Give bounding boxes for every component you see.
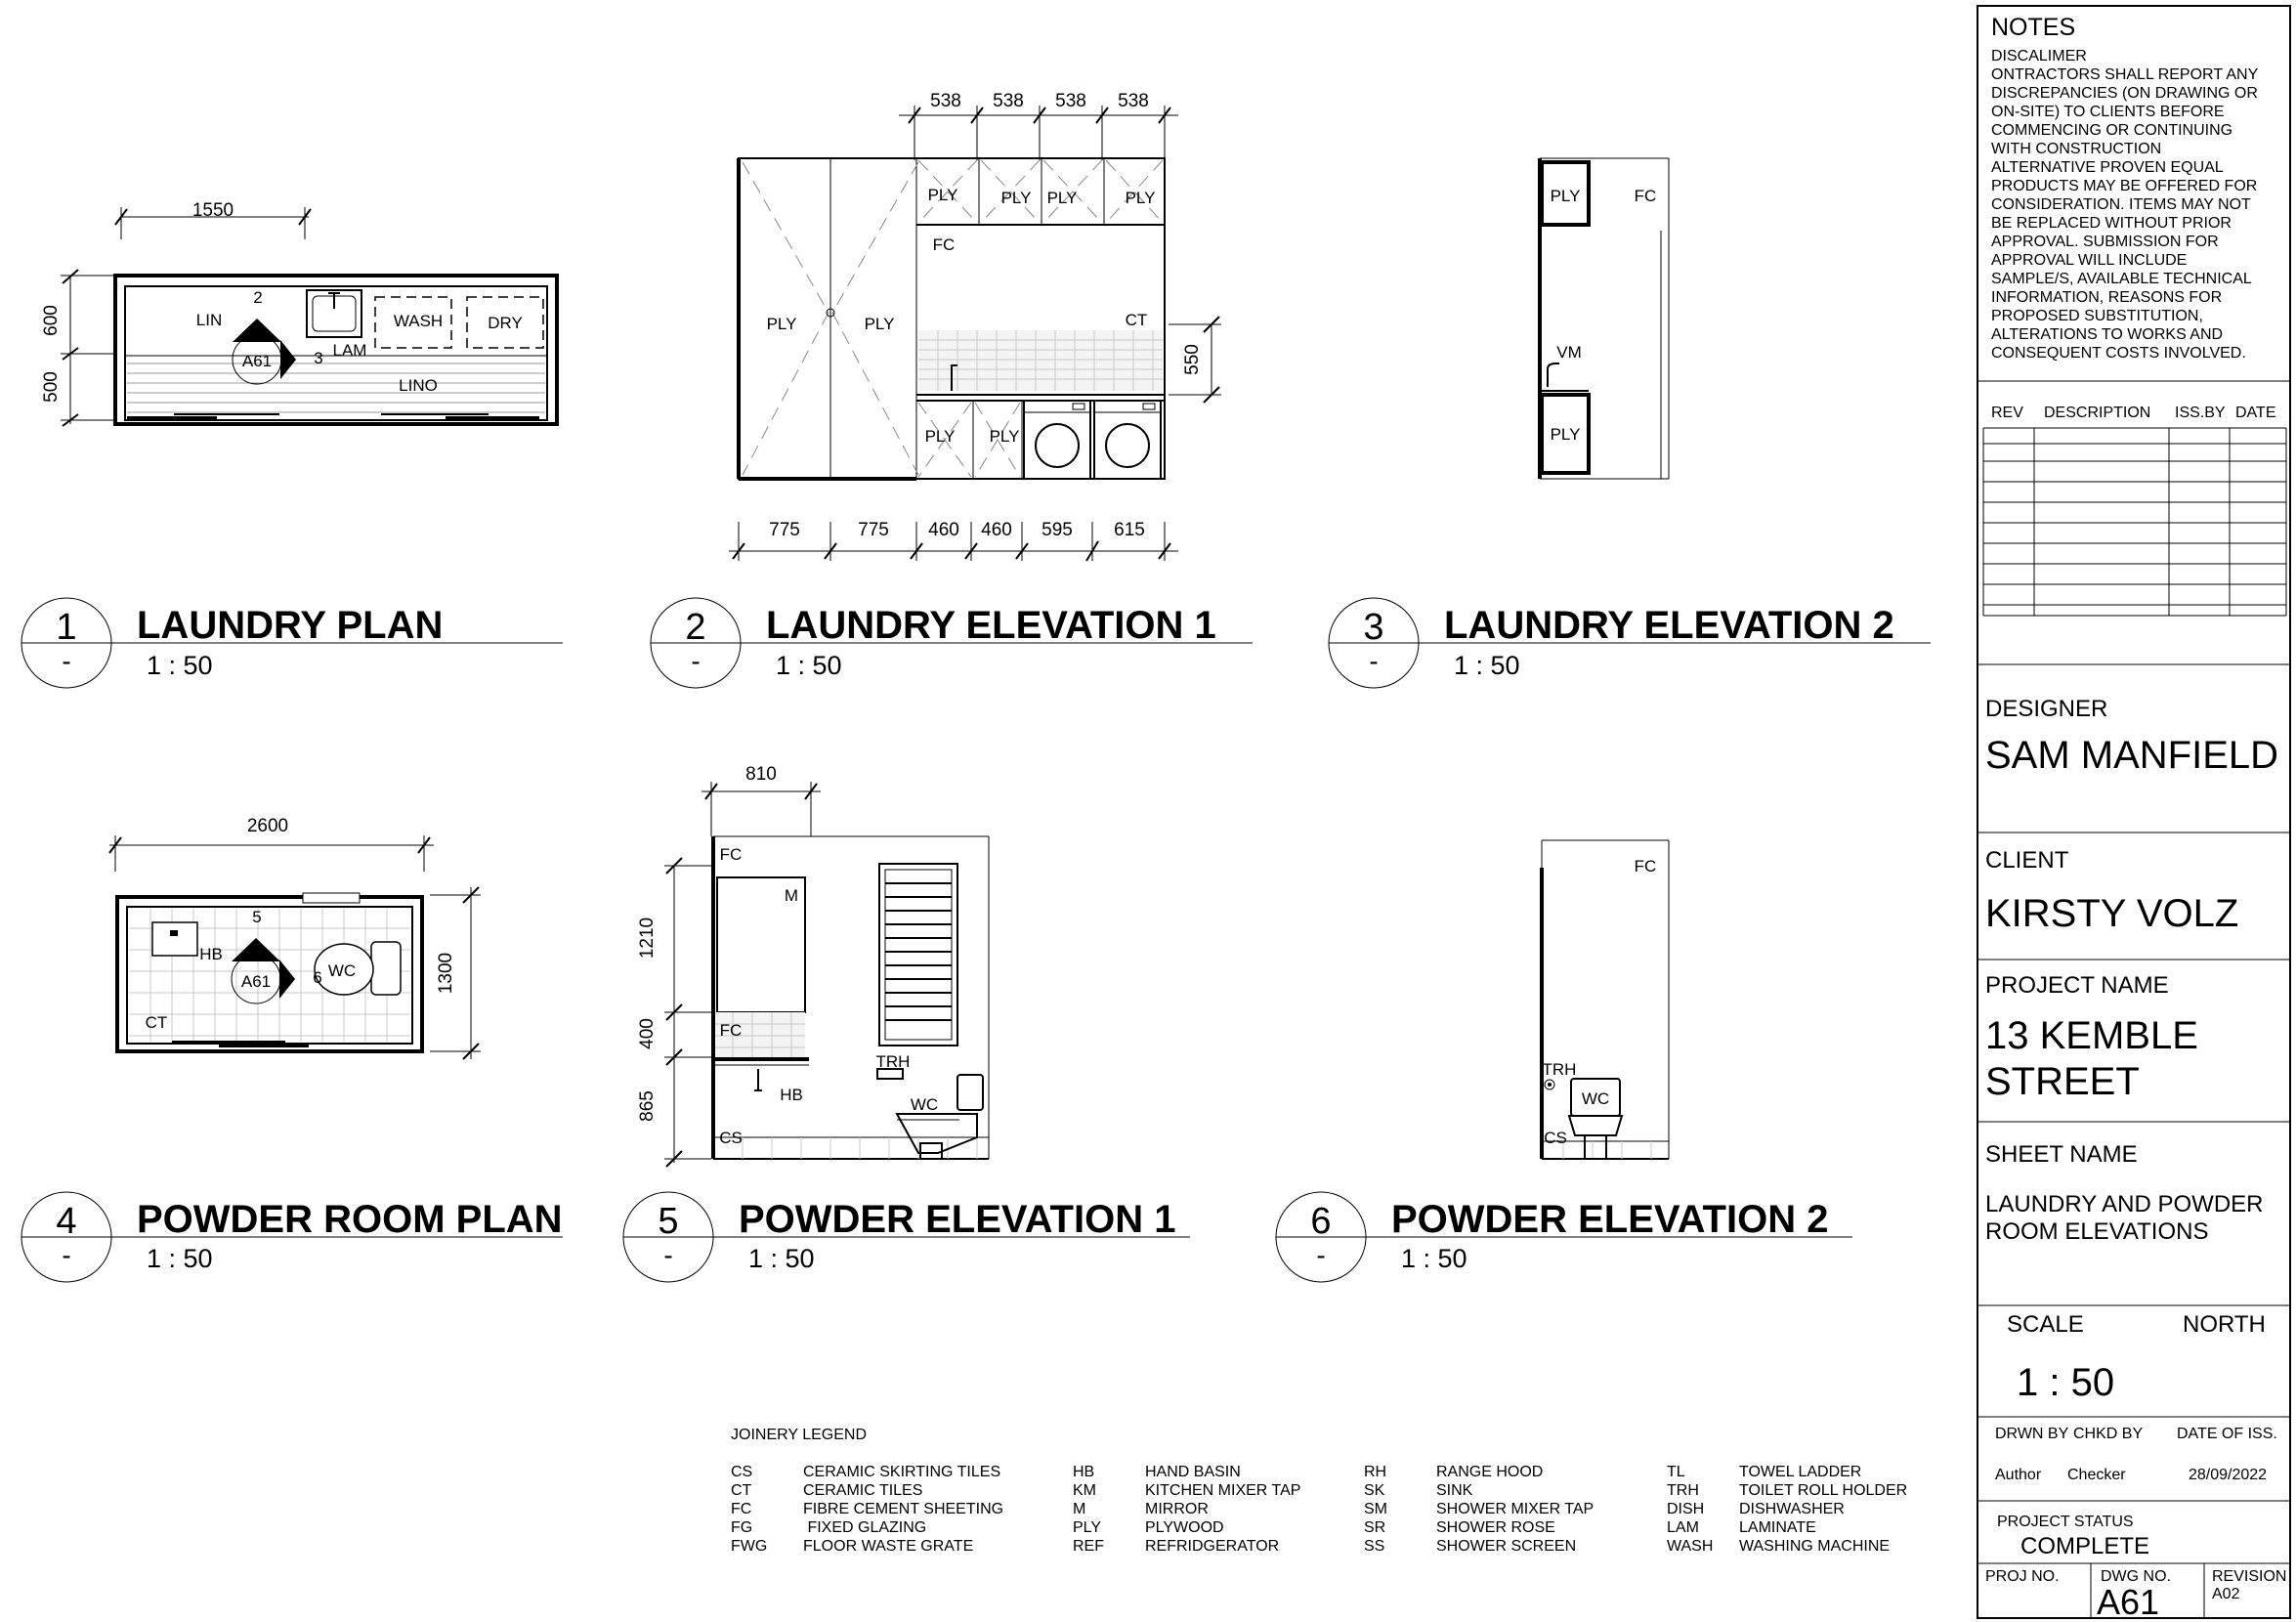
laundry-elevation-2-drawing [1540, 158, 1669, 479]
rev-header: ISS.BY [2175, 405, 2226, 421]
sheet-name-line-2: ROOM ELEVATIONS [1985, 1218, 2209, 1245]
view-scale: 1 : 50 [776, 651, 842, 680]
label-ct: CT [145, 1013, 168, 1032]
dim-bottom-5: 595 [1042, 520, 1073, 540]
view-sheet-ref: - [691, 646, 701, 676]
view-number: 3 [1363, 607, 1384, 648]
dim-bottom-3: 460 [928, 520, 959, 540]
dim-laundry-depth-500: 500 [41, 371, 62, 403]
label-cs: CS [1544, 1129, 1567, 1147]
dim-powder-side-1: 1210 [637, 917, 658, 960]
legend-desc: FIBRE CEMENT SHEETING [803, 1501, 1004, 1517]
label-fc-splash: FC [719, 1021, 743, 1040]
drawn-by-value: Author [1995, 1467, 2042, 1483]
marker-n-right: 6 [313, 968, 322, 987]
legend-desc: DISHWASHER [1739, 1501, 1845, 1517]
project-status-label: PROJECT STATUS [1997, 1514, 2134, 1530]
legend-code: REF [1073, 1538, 1104, 1555]
notes-line: ONTRACTORS SHALL REPORT ANY [1991, 66, 2259, 83]
view-number: 6 [1310, 1201, 1332, 1242]
legend-desc: LAMINATE [1739, 1519, 1816, 1536]
view-title: LAUNDRY PLAN [137, 604, 444, 647]
notes-line: CONSIDERATION. ITEMS MAY NOT [1991, 196, 2251, 213]
legend-code: SK [1364, 1482, 1385, 1499]
project-label: PROJECT NAME [1985, 972, 2169, 999]
legend-code: TL [1667, 1464, 1685, 1480]
view-number: 2 [685, 607, 706, 648]
dim-bottom-1: 775 [769, 520, 800, 540]
label-m: M [784, 886, 799, 905]
view-scale: 1 : 50 [1401, 1244, 1467, 1273]
label-ct: CT [1125, 311, 1148, 329]
checked-by-value: Checker [2067, 1467, 2126, 1483]
legend-code: FWG [731, 1538, 768, 1555]
view-number: 5 [658, 1201, 679, 1242]
notes-line: ALTERNATIVE PROVEN EQUAL [1991, 159, 2224, 176]
notes-line: ON-SITE) TO CLIENTS BEFORE [1991, 104, 2225, 120]
revision-label: REVISION [2212, 1568, 2287, 1585]
rev-header: DESCRIPTION [2044, 405, 2151, 421]
view-sheet-ref: - [1369, 646, 1379, 676]
dim-top-1: 538 [930, 91, 961, 111]
legend-desc: WASHING MACHINE [1739, 1538, 1891, 1555]
project-status-value: COMPLETE [2020, 1533, 2150, 1559]
client-name: KIRSTY VOLZ [1985, 892, 2239, 935]
proj-no-label: PROJ NO. [1985, 1568, 2060, 1585]
legend-desc: SHOWER SCREEN [1436, 1538, 1577, 1555]
view-title-1 [21, 598, 563, 688]
view-title: LAUNDRY ELEVATION 1 [766, 604, 1216, 647]
label-lin: LIN [195, 311, 223, 329]
legend-desc: TOWEL LADDER [1739, 1464, 1862, 1480]
view-sheet-ref: - [1316, 1240, 1326, 1270]
label-vm: VM [1556, 343, 1582, 362]
legend-code: CT [731, 1482, 752, 1499]
powder-room-plan-drawing [109, 816, 481, 1059]
view-sheet-ref: - [62, 646, 71, 676]
legend-code: M [1073, 1501, 1086, 1517]
legend-desc: FIXED GLAZING [803, 1519, 927, 1536]
label-ply-u3: PLY [1046, 189, 1078, 207]
view-scale: 1 : 50 [147, 1244, 213, 1273]
view-number: 4 [56, 1201, 77, 1242]
notes-line: PRODUCTS MAY BE OFFERED FOR [1991, 178, 2258, 194]
label-ply-upper: PLY [1550, 187, 1581, 205]
notes-line: DISCALIMER [1991, 48, 2087, 64]
label-wc: WC [1581, 1089, 1610, 1108]
legend-code: TRH [1667, 1482, 1699, 1499]
dim-top-4: 538 [1118, 91, 1149, 111]
legend-desc: SINK [1436, 1482, 1473, 1499]
view-title-2 [651, 598, 1253, 688]
legend-code: LAM [1667, 1519, 1699, 1536]
marker-n-right: 3 [314, 349, 323, 367]
label-wash: WASH [393, 312, 444, 330]
title-block [1977, 6, 2290, 1622]
project-name-line-2: STREET [1985, 1060, 2140, 1103]
view-title-6 [1276, 1192, 1852, 1282]
dim-bottom-4: 460 [981, 520, 1012, 540]
label-ply-u1: PLY [927, 186, 958, 204]
legend-code: HB [1073, 1464, 1095, 1480]
dim-bottom-6: 615 [1114, 520, 1145, 540]
notes-line: SAMPLE/S, AVAILABLE TECHNICAL [1991, 271, 2252, 287]
view-title: POWDER ELEVATION 2 [1391, 1198, 1829, 1241]
checked-by-label: CHKD BY [2073, 1426, 2144, 1442]
north-label: NORTH [2183, 1311, 2266, 1338]
legend-code: SM [1364, 1501, 1387, 1517]
notes-line: PROPOSED SUBSTITUTION, [1991, 308, 2203, 324]
legend-code: PLY [1073, 1519, 1102, 1536]
louvre-window [879, 864, 957, 1046]
label-cs: CS [719, 1129, 743, 1147]
label-ply-tall-1: PLY [766, 315, 797, 333]
dwg-no-label: DWG NO. [2101, 1568, 2171, 1585]
legend-code: DISH [1667, 1501, 1705, 1517]
label-wc: WC [327, 961, 357, 980]
notes-line: APPROVAL. SUBMISSION FOR [1991, 234, 2219, 250]
label-ply-lower: PLY [1550, 425, 1581, 444]
legend-code: WASH [1667, 1538, 1714, 1555]
label-ply-u4: PLY [1125, 189, 1156, 207]
view-sheet-ref: - [663, 1240, 673, 1270]
dim-powder-depth: 1300 [436, 952, 456, 995]
label-trh: TRH [1542, 1060, 1577, 1079]
legend-title: JOINERY LEGEND [731, 1427, 868, 1443]
notes-line: DISCREPANCIES (ON DRAWING OR [1991, 85, 2258, 102]
powder-elevation-1-drawing [637, 764, 989, 1167]
label-lam: LAM [332, 341, 367, 360]
legend-desc: SHOWER MIXER TAP [1436, 1501, 1594, 1517]
label-ply-tall-2: PLY [864, 315, 895, 333]
revision-value: A02 [2212, 1586, 2240, 1602]
view-scale: 1 : 50 [147, 651, 213, 680]
elevation-marker-powder [232, 908, 322, 1003]
marker-ref: A61 [241, 352, 273, 370]
label-ply-l1: PLY [924, 427, 956, 446]
dim-powder-width: 2600 [246, 816, 289, 836]
view-title: POWDER ROOM PLAN [137, 1198, 563, 1241]
legend-desc: CERAMIC TILES [803, 1482, 923, 1499]
view-scale: 1 : 50 [748, 1244, 815, 1273]
label-fc-top: FC [719, 845, 743, 864]
designer-label: DESIGNER [1985, 696, 2108, 722]
legend-code: FC [731, 1501, 752, 1517]
legend-desc: FLOOR WASTE GRATE [803, 1538, 974, 1555]
notes-line: BE REPLACED WITHOUT PRIOR [1991, 215, 2232, 232]
rev-header: DATE [2235, 405, 2276, 421]
dim-powder-top: 810 [745, 764, 777, 785]
label-fc: FC [1634, 187, 1657, 205]
legend-desc: HAND BASIN [1145, 1464, 1241, 1480]
legend-code: SR [1364, 1519, 1386, 1536]
legend-code: FG [731, 1519, 753, 1536]
client-label: CLIENT [1985, 847, 2069, 874]
powder-elevation-2-drawing [1542, 840, 1669, 1159]
view-title: POWDER ELEVATION 1 [739, 1198, 1176, 1241]
notes-line: CONSEQUENT COSTS INVOLVED. [1991, 345, 2246, 362]
label-hb: HB [780, 1086, 803, 1104]
date-value: 28/09/2022 [2189, 1467, 2268, 1483]
label-fc: FC [1634, 857, 1657, 875]
legend-code: RH [1364, 1464, 1387, 1480]
notes-line: ALTERATIONS TO WORKS AND [1991, 326, 2224, 343]
dim-splash-height: 550 [1182, 344, 1203, 375]
label-fc: FC [932, 235, 956, 254]
laundry-plan-drawing [41, 200, 557, 426]
legend-desc: PLYWOOD [1145, 1519, 1224, 1536]
notes-body [1991, 48, 2259, 362]
view-title-5 [623, 1192, 1190, 1282]
laundry-elevation-1-drawing [729, 91, 1221, 561]
view-sheet-ref: - [62, 1240, 71, 1270]
dim-bottom-2: 775 [858, 520, 889, 540]
label-wc: WC [910, 1095, 939, 1114]
marker-ref: A61 [240, 972, 272, 991]
dim-powder-side-3: 865 [637, 1090, 658, 1122]
label-ply-l2: PLY [989, 427, 1020, 446]
label-trh: TRH [875, 1052, 911, 1071]
dim-powder-side-2: 400 [637, 1018, 658, 1049]
legend-desc: REFRIDGERATOR [1145, 1538, 1280, 1555]
dim-top-2: 538 [993, 91, 1024, 111]
project-name-line-1: 13 KEMBLE [1985, 1014, 2198, 1057]
notes-heading: NOTES [1991, 14, 2076, 41]
scale-label: SCALE [2007, 1311, 2084, 1338]
view-title-4 [21, 1192, 563, 1282]
legend-desc: RANGE HOOD [1436, 1464, 1544, 1480]
rev-header: REV [1991, 405, 2023, 421]
scale-value: 1 : 50 [2017, 1361, 2115, 1404]
splashback-tiles [918, 330, 1163, 391]
dwg-no-value: A61 [2097, 1582, 2160, 1622]
view-title-3 [1329, 598, 1931, 688]
label-hb: HB [199, 945, 223, 963]
sheet-name-label: SHEET NAME [1985, 1141, 2138, 1168]
label-lino: LINO [399, 376, 438, 395]
legend-desc: CERAMIC SKIRTING TILES [803, 1464, 1001, 1480]
dim-top-3: 538 [1055, 91, 1086, 111]
sheet-name-line-1: LAUNDRY AND POWDER [1985, 1191, 2264, 1217]
view-title: LAUNDRY ELEVATION 2 [1444, 604, 1894, 647]
legend-desc: MIRROR [1145, 1501, 1209, 1517]
notes-line: APPROVAL WILL INCLUDE [1991, 252, 2188, 269]
dim-laundry-depth-600: 600 [41, 305, 62, 336]
view-scale: 1 : 50 [1454, 651, 1520, 680]
legend-desc: TOILET ROLL HOLDER [1739, 1482, 1908, 1499]
legend-code: SS [1364, 1538, 1385, 1555]
view-number: 1 [56, 607, 77, 648]
marker-n-top: 2 [253, 288, 263, 307]
notes-line: WITH CONSTRUCTION [1991, 141, 2162, 157]
drawn-by-label: DRWN BY [1995, 1426, 2069, 1442]
legend-desc: SHOWER ROSE [1436, 1519, 1555, 1536]
dim-laundry-width: 1550 [191, 200, 234, 221]
legend-code: CS [731, 1464, 753, 1480]
notes-line: COMMENCING OR CONTINUING [1991, 122, 2233, 139]
legend-desc: KITCHEN MIXER TAP [1145, 1482, 1301, 1499]
revision-table [1983, 405, 2286, 616]
legend-code: KM [1073, 1482, 1096, 1499]
marker-n-top: 5 [252, 908, 262, 926]
label-dry: DRY [488, 314, 523, 332]
joinery-legend [731, 1427, 1907, 1555]
notes-line: INFORMATION, REASONS FOR [1991, 289, 2223, 306]
designer-name: SAM MANFIELD [1985, 734, 2279, 777]
date-label: DATE OF ISS. [2177, 1426, 2277, 1442]
label-ply-u2: PLY [1000, 189, 1032, 207]
